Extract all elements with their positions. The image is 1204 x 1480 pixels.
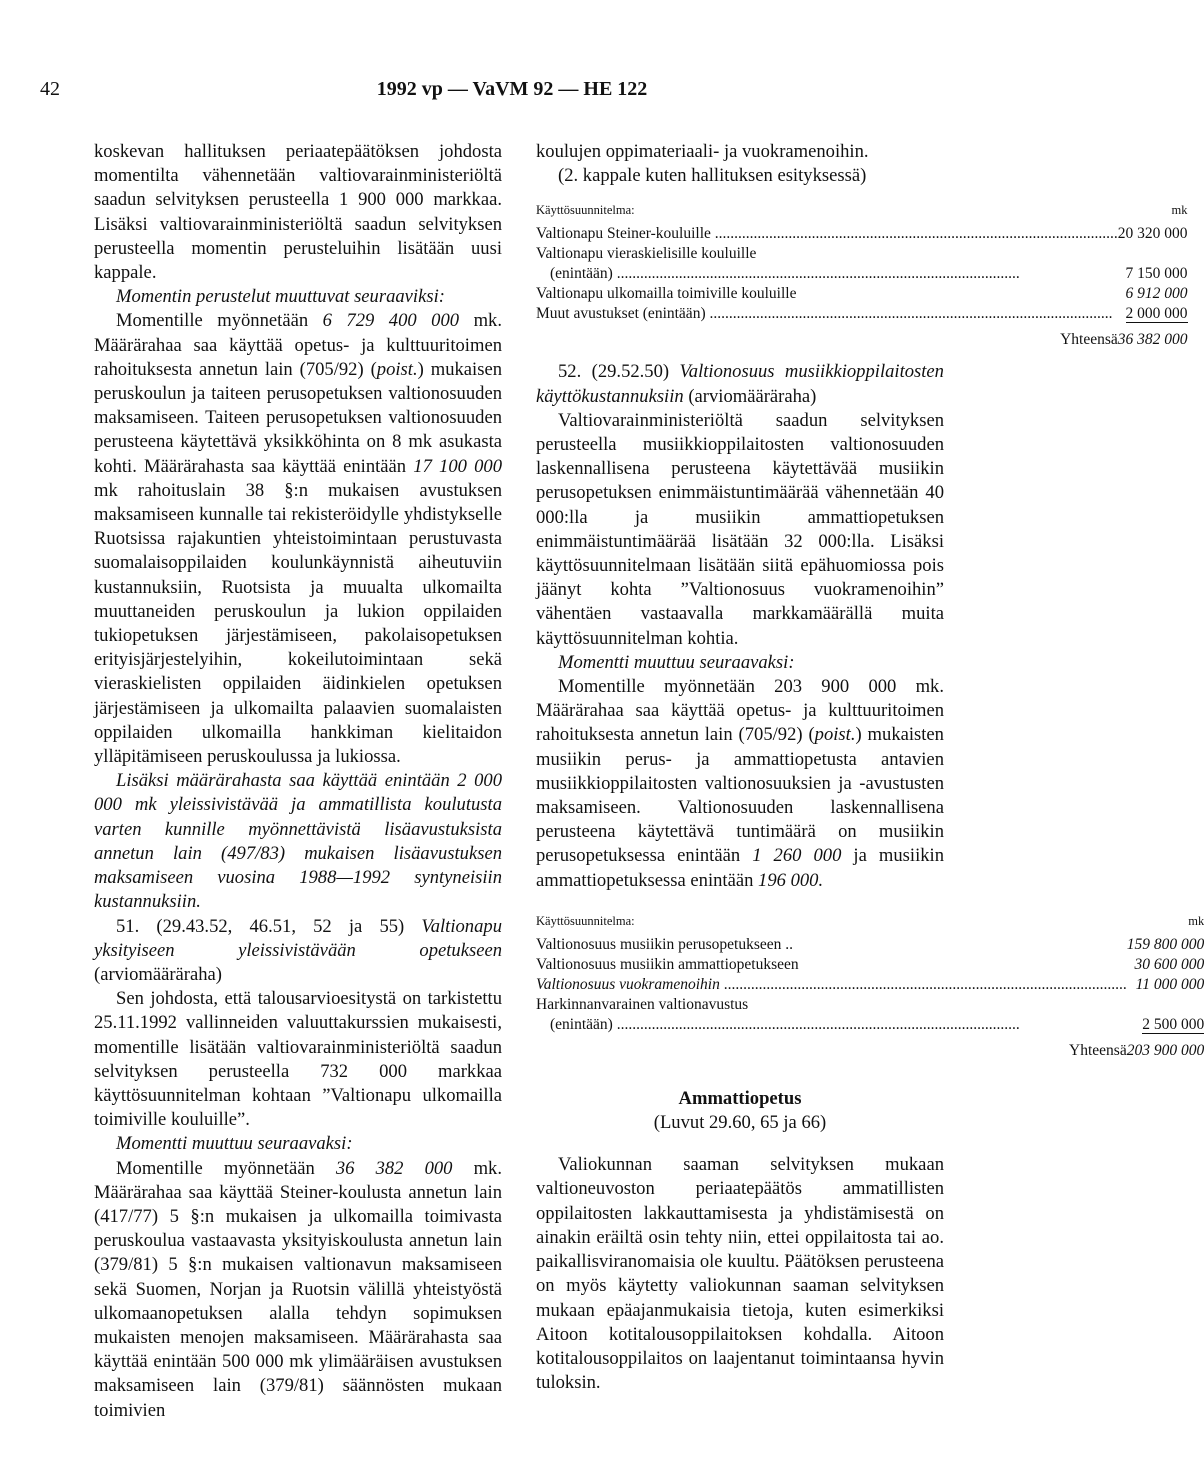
table-row: [536, 1015, 1204, 1035]
page-number: 42: [40, 78, 60, 100]
left-paragraph-4: Lisäksi määrärahasta saa käyttää enintään 2 000 000 mk yleissivistävää ja ammatillista koulutusta varten kunnille myönnettävistä lisäavustuksista annetun lain (497/83) mukaisen lisäavustuksen maksamiseen vuosina 1988—1992 syntyneisiin kustannuksiin.: [94, 770, 502, 913]
table-row: [536, 264, 1188, 284]
table-row: [536, 304, 1188, 324]
table-total-row: [536, 1035, 1204, 1061]
amount-italic: 1 260 000: [752, 845, 842, 867]
left-subheading-1: Momentin perustelut muuttuvat seuraaviksi:: [116, 286, 445, 308]
total-amount: 36 382 000: [1117, 331, 1188, 349]
text-run: ) mukaisten musiikin perus- ja ammattiopetusta antavien musiikkioppilaitosten valtionosuuksien ja -avustusten maksamiseen. Valtionosuuden laskennallisena perusteena käytettävä tuntimäärä on musiikin perusopetuksessa enintään: [536, 724, 944, 867]
text-run: Momentille myönnetään: [116, 1157, 336, 1179]
row-amount: 2 500 000: [1142, 1015, 1204, 1033]
right-paragraph-4: Valtiovarainministeriöltä saadun selvityksen perusteella musiikkioppilaitosten valtionosuuden laskennallisena perusteena käytettävää musiikin perusopetuksen enimmäistuntimäärää vähennetään 40 000:lla ja musiikin ammattiopetuksen enimmäistuntimäärää lisätään 32 000:lla. Lisäksi käyttösuunnitelmaan lisätään siitä epähuomiossa pois jäänyt kohta ”Valtionosuus vuokramenoihin” vähentäen vastaavalla markkamäärällä muita käyttösuunnitelman kohtia.: [536, 409, 944, 649]
poist-italic: poist.: [814, 724, 856, 746]
total-amount: 203 900 000: [1126, 1041, 1204, 1059]
right-item-52-heading: [536, 360, 944, 408]
left-paragraph-1: koskevan hallituksen periaatepäätöksen johdosta momentilta vähennetään valtiovarainministeriöltä saadun selvityksen perusteella 1 900 000 markkaa. Lisäksi valtiovarainministeriöltä saadun selvityksen perusteella momentin perusteluihin lisätään uusi kappale.: [94, 141, 502, 284]
text-run: mk. Määrärahaa saa käyttää opetus- ja kulttuuritoimen rahoituksesta annetun lain (705/92) (: [94, 310, 502, 380]
text-run: mk rahoituslain 38 §:n mukaisen avustuksen maksamiseen kunnalle tai rekisteröidylle yhdistykselle Ruotsissa rajakuntien yhteistoimintaan perustuvasta suomalaisoppilaiden koulunkäynnistä aiheutuviin kustannuksiin, Ruotsista ja muualta ulkomailta muuttaneiden peruskoulun ja lukion oppilaiden tukiopetuksen järjestämiseen, pakolaisopetuksen erityisjärjestelyihin, kokeilutoimintaan sekä vieraskielisten oppilaiden äidinkielen opetuksen järjestämiseen ja ulkomailta palaavien suomalaisten oppilaiden ulkomailla hankkiman kielitaidon ylläpitämiseen peruskoulussa ja lukiossa.: [94, 479, 502, 768]
row-amount: 6 912 000: [1125, 285, 1188, 303]
right-column: [536, 140, 1204, 1395]
text-run: ja musiikin ammattiopetuksessa enintään: [536, 845, 944, 891]
left-subheading-2: Momentti muuttuu seuraavaksi:: [116, 1133, 353, 1155]
row-amount: 7 150 000: [1125, 265, 1188, 283]
text-run: mk. Määrärahaa saa käyttää Steiner-koulusta annetun lain (417/77) 5 §:n mukaisen ja ulkomailla toimivasta peruskoulua vastaavasta yksityiskoulusta annetun lain (379/81) 5 §:n mukaisen valtionavun maksamiseen sekä Suomen, Norjan ja Ruotsin välillä yhteistyöstä ulkomaanopetuksen alalla tehdyn sopimuksen mukaisten menojen maksamiseen. Määrärahasta saa käyttää enintään 500 000 mk ylimääräisen avustuksen maksamiseen lain (379/81) säännösten mukaan toimivien: [94, 1157, 502, 1421]
text-run: Momentille myönnetään 203 900 000 mk. Määrärahaa saa käyttää opetus- ja kulttuuritoimen rahoituksesta annetun lain (705/92) (: [536, 676, 944, 746]
row-label: Valtionapu ulkomailla toimiville kouluille: [536, 285, 797, 303]
text-run: 52. (29.52.50): [558, 361, 680, 383]
table-row: [536, 975, 1204, 995]
row-amount: [1118, 244, 1188, 264]
poist-italic: poist.: [376, 358, 418, 380]
left-paragraph-3: [94, 309, 502, 769]
left-column: [94, 140, 502, 1423]
table-row: [536, 244, 1188, 264]
row-amount: 159 800 000: [1126, 935, 1204, 953]
left-item-51-heading: [94, 915, 502, 988]
row-amount: 11 000 000: [1135, 975, 1204, 993]
amount-italic: 6 729 400 000: [322, 310, 460, 332]
row-amount: 30 600 000: [1134, 955, 1204, 973]
row-label: Valtionosuus musiikin perusopetukseen ..: [536, 935, 794, 953]
row-label: Muut avustukset (enintään): [536, 305, 706, 323]
row-amount: 2 000 000: [1125, 305, 1188, 323]
text-run: ) mukaisen peruskoulun ja taiteen perusopetuksen valtionosuuden maksamiseen. Taiteen perusopetuksen valtionosuuden perusteena käytettävä yksikköhinta on 8 mk asukasta kohti. Määrärahasta saa käyttää enintään: [94, 358, 502, 477]
row-label: Harkinnanvarainen valtionavustus: [536, 995, 749, 1013]
row-label: Valtionosuus vuokramenoihin: [536, 975, 720, 993]
row-amount: 20 320 000: [1117, 225, 1188, 243]
table-head-unit: mk: [1171, 203, 1188, 218]
table-head-label: Käyttösuunnitelma:: [536, 913, 635, 928]
table-head-unit: mk: [1188, 913, 1204, 928]
row-label: Valtionapu Steiner-kouluille: [536, 225, 711, 243]
table-row: [536, 224, 1188, 244]
table-row: [536, 955, 1204, 975]
text-run: 51. (29.43.52, 46.51, 52 ja 55): [116, 915, 422, 937]
budget-table-1: [536, 200, 1188, 350]
item-title-italic: Valtionosuus musiikkioppilaitosten käyttökustannuksiin: [536, 361, 944, 407]
table-total-row: [536, 324, 1188, 350]
right-paragraph-6: [536, 675, 944, 893]
text-run: Momentille myönnetään: [116, 310, 323, 332]
section-title: Ammattiopetus: [678, 1087, 802, 1109]
section-subtitle: (Luvut 29.60, 65 ja 66): [653, 1112, 827, 1134]
table-head-label: Käyttösuunnitelma:: [536, 203, 635, 218]
row-label: Valtionosuus musiikin ammattiopetukseen: [536, 955, 799, 973]
right-subheading-1: Momentti muuttuu seuraavaksi:: [558, 651, 795, 673]
amount-italic: 17 100 000: [413, 455, 503, 477]
item-title-italic: Valtionapu yksityiseen yleissivistävään opetukseen: [94, 915, 502, 961]
text-run: (arviomääräraha): [683, 385, 817, 407]
right-paragraph-1: koulujen oppimateriaali- ja vuokramenoihin.: [536, 141, 869, 162]
right-paragraph-2: (2. kappale kuten hallituksen esityksessä): [558, 165, 867, 187]
row-label: (enintään): [550, 265, 613, 283]
total-label: Yhteensä: [1060, 331, 1118, 349]
row-label: Valtionapu vieraskielisille kouluille: [536, 245, 757, 263]
row-amount: [1127, 995, 1204, 1015]
table-row: [536, 284, 1188, 304]
running-header: 1992 vp — VaVM 92 — HE 122: [376, 78, 648, 100]
amount-italic: 196 000.: [758, 869, 824, 891]
row-label: (enintään): [550, 1015, 613, 1033]
left-paragraph-8: [94, 1157, 502, 1423]
budget-table-2: [536, 911, 1204, 1061]
text-run: (arviomääräraha): [94, 963, 222, 985]
table-row: [536, 995, 1204, 1015]
amount-italic: 36 382 000: [335, 1157, 453, 1179]
right-paragraph-7: Valiokunnan saaman selvityksen mukaan valtioneuvoston periaatepäätös ammatillisten oppilaitosten lakkauttamisesta ja yhdistämisestä on ainakin eräiltä osin tehty niin, ettei oppilaitosta tai ao. paikallisviranomaisia ole kuultu. Päätöksen perusteena on myös käytetty valiokunnan saaman selvityksen mukaan epäajanmukaisia tietoja, kuten esimerkiksi Aitoon kotitalousoppilaitoksen kohdalla. Aitoon kotitalousoppilaitos on laajentanut toimintaansa hyvin tuloksin.: [536, 1154, 944, 1394]
table-row: [536, 935, 1204, 955]
total-label: Yhteensä: [1069, 1041, 1127, 1059]
left-paragraph-6: Sen johdosta, että talousarvioesitystä on tarkistettu 25.11.1992 vallinneiden valuuttakurssien mukaisesti, momentille lisätään valtiovarainministeriöltä saadun selvityksen perusteella 732 000 markkaa käyttösuunnitelman kohtaan ”Valtionapu ulkomailla toimiville kouluille”.: [94, 988, 502, 1131]
